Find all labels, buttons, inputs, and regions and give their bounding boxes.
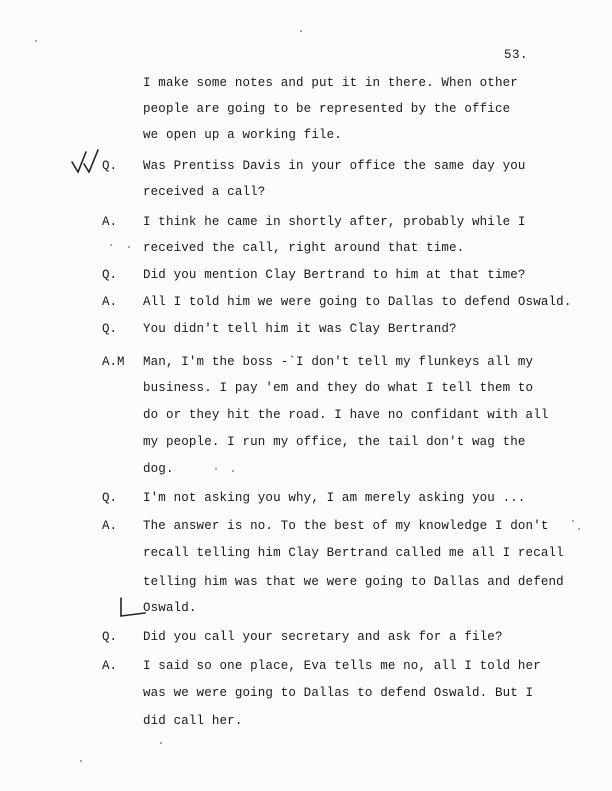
line-text: received the call, right around that time.: [143, 241, 465, 255]
line-text: we open up a working file.: [143, 128, 342, 142]
line-text: Did you mention Clay Bertrand to him at that time?: [143, 268, 526, 282]
transcript-line: [0, 241, 612, 261]
line-text: people are going to be represented by the office: [143, 102, 511, 116]
speaker-label: Q.: [102, 491, 118, 505]
speaker-label: A.: [102, 295, 118, 309]
line-text: The answer is no. To the best of my knowledge I don't: [143, 519, 549, 533]
transcript-line: [0, 215, 612, 235]
transcript-line: [0, 355, 612, 375]
line-text: Oswald.: [143, 601, 197, 615]
line-text: my people. I run my office, the tail don't wag the: [143, 435, 526, 449]
line-text: You didn't tell him it was Clay Bertrand?: [143, 322, 457, 336]
speaker-label: A.: [102, 215, 118, 229]
line-text: recall telling him Clay Bertrand called me all I recall: [143, 546, 564, 560]
speaker-label: Q.: [102, 159, 118, 173]
transcript-line: [0, 491, 612, 511]
transcript-line: [0, 295, 612, 315]
transcript-line: [0, 519, 612, 539]
line-text: Did you call your secretary and ask for a file?: [143, 630, 503, 644]
transcript-line: [0, 575, 612, 595]
line-text: business. I pay 'em and they do what I tell them to: [143, 381, 534, 395]
page-number: 53.: [504, 48, 529, 62]
transcript-line: [0, 686, 612, 706]
transcript-line: [0, 659, 612, 679]
line-text: All I told him we were going to Dallas to defend Oswald.: [143, 295, 572, 309]
speaker-label: Q.: [102, 268, 118, 282]
transcript-line: [0, 601, 612, 621]
line-text: I think he came in shortly after, probably while I: [143, 215, 526, 229]
transcript-line: [0, 185, 612, 205]
line-text: dog.: [143, 462, 174, 476]
transcript-line: [0, 322, 612, 342]
line-text: did call her.: [143, 714, 243, 728]
speaker-label: Q.: [102, 322, 118, 336]
line-text: telling him was that we were going to Dallas and defend: [143, 575, 564, 589]
line-text: I said so one place, Eva tells me no, all I told her: [143, 659, 541, 673]
transcript-line: [0, 102, 612, 122]
speaker-label: A.: [102, 519, 118, 533]
speaker-label: Q.: [102, 630, 118, 644]
line-text: I'm not asking you why, I am merely asking you ...: [143, 491, 526, 505]
transcript-line: [0, 408, 612, 428]
transcript-line: [0, 435, 612, 455]
speaker-label: A.: [102, 659, 118, 673]
transcript-line: [0, 128, 612, 148]
line-text: do or they hit the road. I have no confidant with all: [143, 408, 549, 422]
speaker-label: A.M: [102, 355, 125, 369]
transcript-line: [0, 630, 612, 650]
transcript-line: [0, 546, 612, 566]
transcript-line: [0, 462, 612, 482]
transcript-line: [0, 76, 612, 96]
line-text: received a call?: [143, 185, 266, 199]
line-text: Man, I'm the boss -`I don't tell my flunkeys all my: [143, 355, 534, 369]
line-text: I make some notes and put it in there. When other: [143, 76, 518, 90]
transcript-line: [0, 268, 612, 288]
line-text: was we were going to Dallas to defend Oswald. But I: [143, 686, 534, 700]
transcript-line: [0, 714, 612, 734]
transcript-line: [0, 159, 612, 179]
transcript-line: [0, 381, 612, 401]
line-text: Was Prentiss Davis in your office the same day you: [143, 159, 526, 173]
